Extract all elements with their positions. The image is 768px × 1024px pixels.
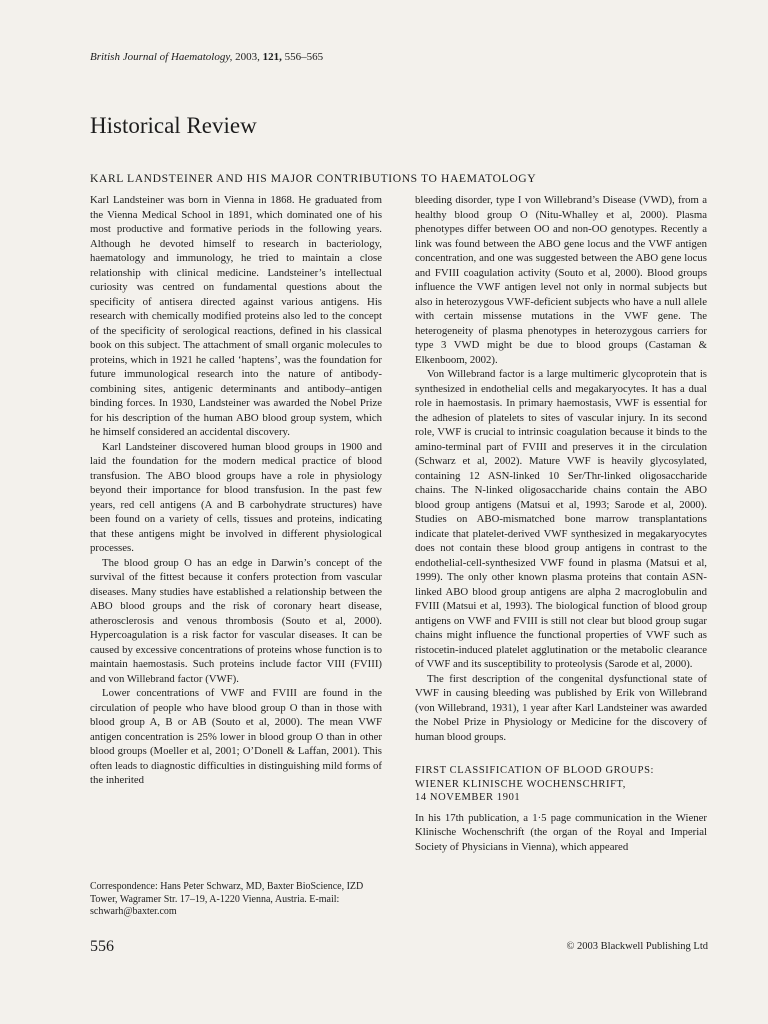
body-paragraph: Lower concentrations of VWF and FVIII are found in the circulation of people who have blood group O than in those with blood group A, B or AB (Souto et al, 2000). The mean VWF antigen concentration is 25% lower in blood group O than in other blood groups (Moeller et al, 2001; O’Donell & Laffan, 2001). This often leads to diagnostic difficulties in distinguishing mild forms of the inherited [90, 687, 382, 786]
copyright-notice: © 2003 Blackwell Publishing Ltd [566, 941, 708, 952]
journal-year: 2003, [235, 51, 260, 63]
correspondence-note: Correspondence: Hans Peter Schwarz, MD, Baxter BioScience, IZD Tower, Wagramer Str. 17–19, A-1220 Vienna, Austria. E-mail: schwarh@baxter.com [90, 881, 364, 917]
body-paragraph: Karl Landsteiner was born in Vienna in 1868. He graduated from the Vienna Medical School in 1891, which dominated one of his most productive and formative periods in the following years. Although he devoted himself to research in bacteriology, haematology and immunology, he tried to maintain a close relationship with clinical medicine. Landsteiner’s intellectual curiosity was centred on fundamental questions about the specificity of antisera directed against various antigens. His research with chemically modified proteins also led to the concept of the specificity of serological reactions, defined in his classical book on this subject. The attachment of small organic molecules to proteins, which in 1921 he called ‘haptens’, was the foundation for future immunological research into the nature of antibody-combining sites, antigenic determinants and antibody–antigen binding forces. In 1930, Landsteiner was awarded the Nobel Prize for his description of the human ABO blood group system, which he himself considered an accidental discovery. [90, 194, 382, 438]
article-title: KARL LANDSTEINER AND HIS MAJOR CONTRIBUTIONS TO HAEMATOLOGY [90, 172, 537, 185]
subsection-heading-line: 14 NOVEMBER 1901 [415, 792, 521, 803]
subsection-heading [415, 764, 707, 805]
body-paragraph: Von Willebrand factor is a large multimeric glycoprotein that is synthesized in endothelial cells and megakaryocytes. It has a dual role in haemostasis. In primary haemostasis, VWF is essential for the adhesion of platelets to sites of vascular injury. In its second role, VWF is crucial to intrinsic coagulation because it binds to the amino-terminal part of FVIII and preserves it in the circulation (Schwarz et al, 2002). Mature VWF is heavily glycosylated, containing 12 ASN-linked 10 Ser/Thr-linked oligosaccharide chains. The N-linked oligosaccharide chains contain the ABO blood group antigens (Matsui et al, 1993; Sarode et al, 2000). Studies on ABO-mismatched bone marrow transplantations indicate that platelet-derived VWF synthesized in megakaryocytes does not contain these blood group antigens in contrast to the endothelial-cell-synthesized VWF found in plasma (Matsui et al, 1999). The only other known plasma proteins that contain ASN-linked ABO blood group antigens are alpha 2 macroglobulin and FVIII (Matsui et al, 1993). The biological function of blood group antigens on VWF and FVIII is still not clear but blood group sugar chains might influence the functional properties of VWF such as ristocetin-induced platelet agglutination or the metabolic clearance of VWF and its susceptibility to proteolysis (Sarode et al, 2000). [415, 368, 707, 670]
left-column [90, 193, 382, 788]
journal-citation [90, 50, 323, 64]
subsection-heading-line: WIENER KLINISCHE WOCHENSCHRIFT, [415, 778, 626, 790]
body-paragraph: The first description of the congenital dysfunctional state of VWF in causing bleeding was published by Erik von Willebrand (von Willebrand, 1931), 1 year after Karl Landsteiner was awarded the Nobel Prize in Physiology or Medicine for the discovery of human blood groups. [415, 672, 707, 743]
body-paragraph: bleeding disorder, type I von Willebrand’s Disease (VWD), from a healthy blood group O (Nitu-Whalley et al, 2000). Plasma phenotypes differ between OO and non-OO genotypes. Recently a link was found between the ABO gene locus and the VWF antigen concentration, and one was suggested between the ABO gene locus and FVIII coagulation activity (Souto et al, 2000). Blood groups influence the VWF antigen level not only in normal subjects but also in heterozygous VWF-deficient subjects who have a null allele with certain missense mutations in the VWF gene. The heterogeneity of plasma phenotypes in heterozygous carriers for type 3 VWD might be due to blood groups (Castaman & Elkenboom, 2002). [415, 194, 707, 366]
right-column [415, 193, 707, 854]
journal-name: British Journal of Haematology, [90, 51, 233, 63]
page-number: 556 [90, 938, 114, 955]
body-paragraph: Karl Landsteiner discovered human blood groups in 1900 and laid the foundation for the modern medical practice of blood transfusion. The ABO blood groups have a role in physiology beyond their importance for blood transfusion. In the past few years, red cell antigens (A and B carbohydrate structures) have been found on a variety of cells, tissues and proteins, indicating that these antigens might be involved in different physiological processes. [90, 440, 382, 554]
section-title: Historical Review [90, 113, 257, 138]
journal-volume: 121, [262, 51, 282, 63]
journal-pages: 556–565 [284, 51, 324, 63]
subsection-heading-line: FIRST CLASSIFICATION OF BLOOD GROUPS: [415, 765, 655, 776]
body-paragraph: The blood group O has an edge in Darwin’s concept of the survival of the fittest because it confers protection from vascular diseases. Many studies have established a relationship between the ABO blood groups and the risk of coronary heart disease, atherosclerosis and venous thrombosis (Souto et al, 2000). Hypercoagulation is a risk factor for vascular diseases. It can be caused by excessive concentrations of proteins whose function is to maintain haemostasis. Such proteins include factor VIII (FVIII) and von Willebrand factor (VWF). [90, 556, 382, 685]
body-paragraph: In his 17th publication, a 1·5 page communication in the Wiener Klinische Wochenschrift (the organ of the Royal and Imperial Society of Physicians in Vienna), which appeared [415, 811, 707, 853]
